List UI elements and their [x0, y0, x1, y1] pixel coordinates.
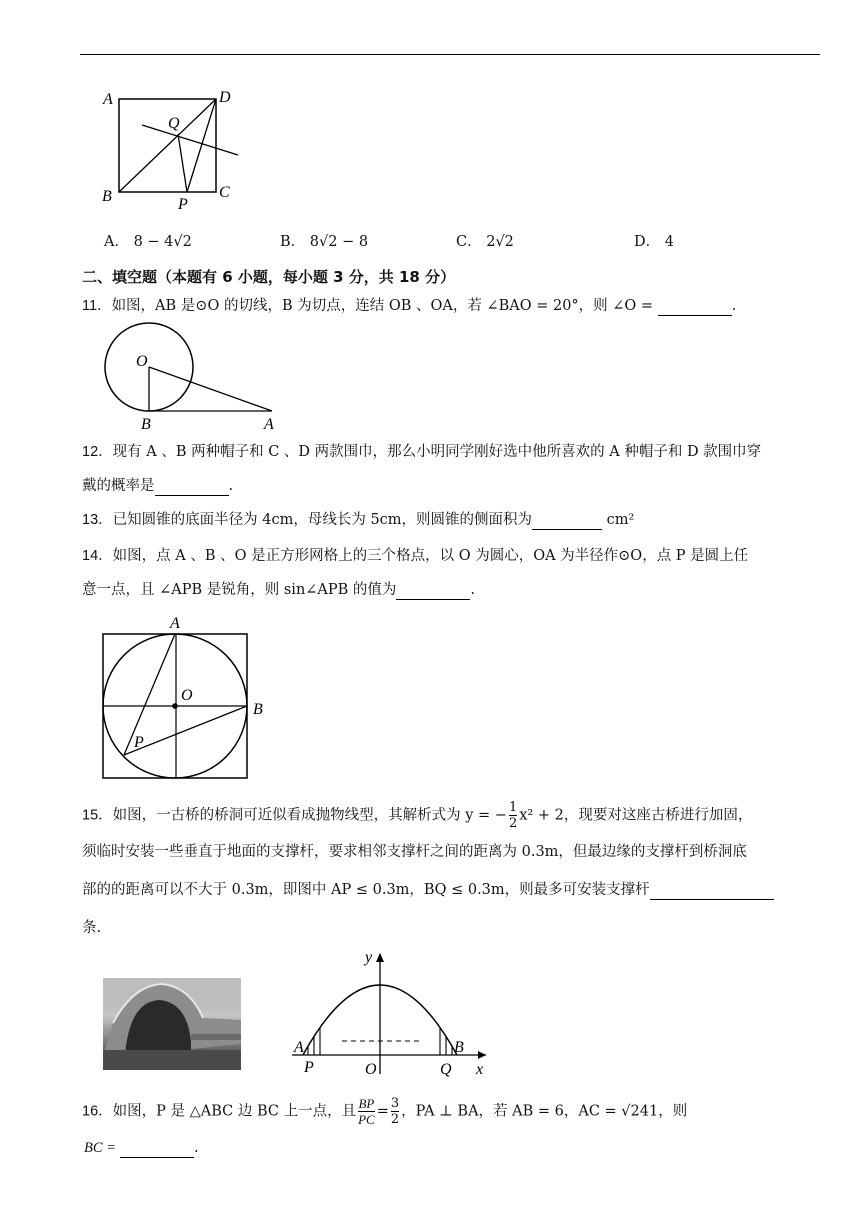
- section-heading: 二、填空题（本题有 6 小题，每小题 3 分，共 18 分）: [82, 268, 456, 286]
- answer-blank-13[interactable]: [532, 515, 602, 530]
- label-o: O: [181, 687, 193, 704]
- label-b: B: [253, 701, 263, 718]
- answer-blank-16[interactable]: [120, 1143, 194, 1158]
- label-x: x: [476, 1061, 484, 1078]
- label-y: y: [365, 950, 373, 966]
- option-a: A． 8 − 4√2: [104, 234, 192, 250]
- label-b: B: [141, 416, 151, 433]
- option-d: D． 4: [634, 234, 674, 250]
- figure-parabola: [282, 950, 492, 1082]
- line-through-q: [142, 125, 238, 155]
- label-c: C: [219, 184, 230, 201]
- bridge-photo-drawing: [103, 978, 241, 1070]
- label-b: B: [102, 188, 112, 205]
- question-11: 11．如图，AB 是⊙O 的切线，B 为切点，连结 OB 、OA，若 ∠BAO = 20°，则 ∠O = .: [82, 298, 737, 314]
- question-15-line1: 15．如图，一古桥的桥洞可近似看成抛物线型，其解析式为 y = − $\frac{1}{2}$ x² + 2，现要对这座古桥进行加固，: [82, 800, 753, 831]
- x-axis-arrow: [478, 1051, 486, 1059]
- label-a: A: [264, 416, 274, 433]
- label-b: B: [454, 1039, 464, 1056]
- question-12-line2: 戴的概率是 .: [82, 478, 234, 494]
- answer-blank-11[interactable]: [658, 301, 732, 316]
- label-q: Q: [440, 1061, 452, 1078]
- label-o: O: [365, 1061, 377, 1078]
- label-a: A: [294, 1039, 304, 1056]
- answer-blank-15[interactable]: [650, 885, 774, 900]
- question-15-line2: 须临时安装一些垂直于地面的支撑杆，要求相邻支撑杆之间的距离为 0.3m，但最边缘的支撑杆到桥洞底: [82, 844, 747, 860]
- question-14-line2: 意一点，且 ∠APB 是锐角，则 sin∠APB 的值为 .: [82, 582, 476, 598]
- segment-qp: [178, 134, 187, 192]
- figure-grid-circle: [98, 610, 278, 782]
- option-c: C． 2√2: [456, 234, 514, 250]
- label-o: O: [136, 353, 148, 370]
- question-15-line3: 部的的距离可以不大于 0.3m，即图中 AP ≤ 0.3m，BQ ≤ 0.3m，则最多可安装支撑杆: [82, 880, 774, 900]
- label-a: A: [103, 91, 113, 108]
- header-rule: [80, 54, 820, 55]
- question-14-line1: 14．如图，点 A 、B 、O 是正方形网格上的三个格点，以 O 为圆心，OA 为半径作⊙O，点 P 是圆上任: [82, 548, 749, 564]
- label-p: P: [304, 1059, 314, 1076]
- answer-blank-12[interactable]: [155, 481, 229, 496]
- label-a: A: [170, 615, 180, 632]
- label-p: P: [134, 734, 144, 751]
- question-16-line2: BC = .: [84, 1140, 199, 1156]
- label-d: D: [219, 89, 231, 106]
- bridge-photo: [103, 978, 241, 1070]
- segment-oa: [149, 367, 272, 411]
- fraction-three-halves: $\frac{3}{2}$: [390, 1096, 400, 1127]
- question-15-line4: 条.: [82, 920, 102, 936]
- question-16-line1: 16．如图，P 是 △ABC 边 BC 上一点，且 $\frac{BP}{PC}$ = $\frac{3}{2}$ ，PA ⊥ BA，若 AB = 6，AC = √241，则: [82, 1096, 688, 1127]
- figure-tangent-circle: [100, 322, 285, 434]
- fraction-bp-pc: $\frac{BP}{PC}$: [358, 1096, 375, 1127]
- center-dot: [172, 703, 178, 709]
- far-shore: [191, 1034, 241, 1040]
- label-p: P: [178, 196, 188, 213]
- figure-square-abcd: [98, 84, 248, 214]
- question-13: 13．已知圆锥的底面半径为 4cm，母线长为 5cm，则圆锥的侧面积为 cm²: [82, 512, 635, 528]
- question-12-line1: 12．现有 A 、B 两种帽子和 C 、D 两款围巾，那么小明同学刚好选中他所喜欢的 A 种帽子和 D 款围巾穿: [82, 444, 762, 460]
- fraction-one-half: $\frac{1}{2}$: [508, 800, 518, 831]
- water: [103, 1050, 241, 1070]
- y-axis-arrow: [376, 953, 384, 962]
- label-q: Q: [168, 115, 180, 132]
- answer-blank-14[interactable]: [396, 585, 470, 600]
- segment-ap: [124, 634, 175, 755]
- option-b: B． 8√2 − 8: [280, 234, 369, 250]
